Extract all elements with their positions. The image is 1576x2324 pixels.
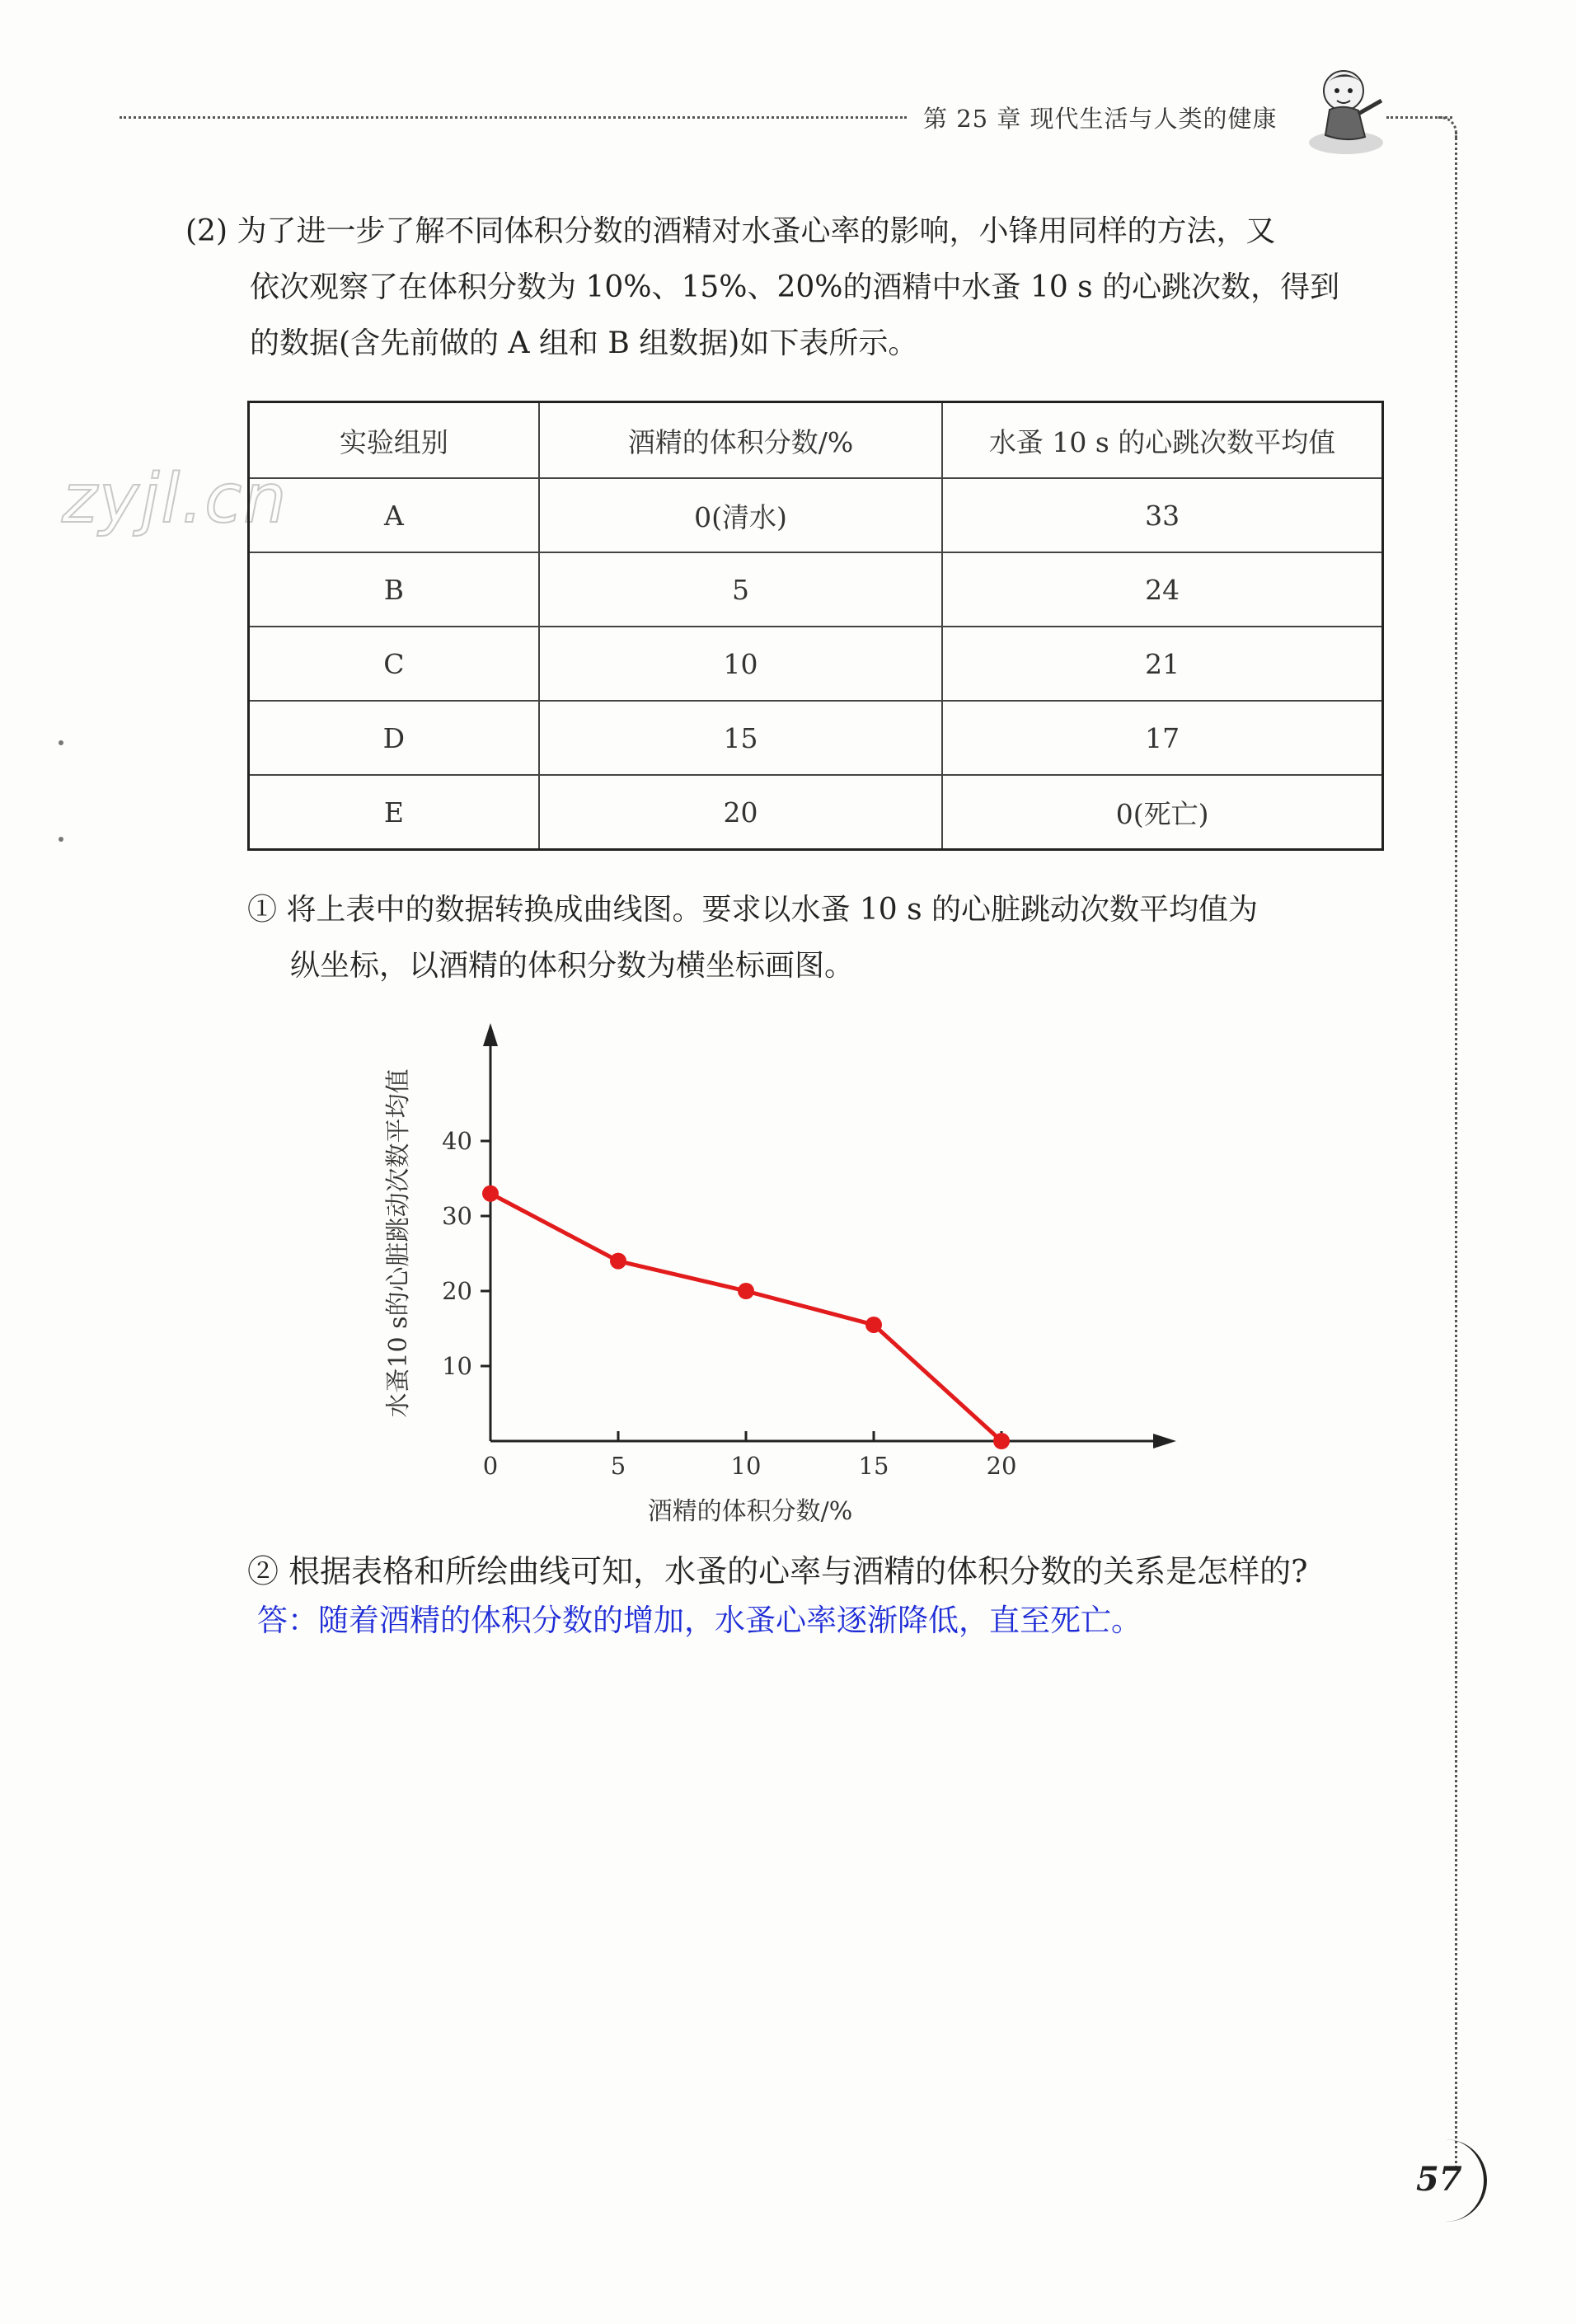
x-axis-arrow	[1153, 1434, 1176, 1448]
table-cell: 5	[539, 552, 942, 627]
chart-ticks	[442, 1127, 1016, 1480]
task2-question: ② 根据表格和所绘曲线可知，水蚤的心率与酒精的体积分数的关系是怎样的?	[247, 1553, 1308, 1589]
chapter-title: 第 25 章 现代生活与人类的健康	[923, 105, 1278, 133]
question-line: (2) 为了进一步了解不同体积分数的酒精对水蚤心率的影响，小锋用同样的方法，又	[185, 214, 1276, 248]
task1-paragraph	[247, 882, 1401, 994]
chart-series	[482, 1185, 1010, 1449]
y-tick-label: 10	[442, 1352, 472, 1380]
table-cell: A	[249, 478, 539, 552]
data-point	[610, 1253, 626, 1270]
question-line: 的数据(含先前做的 A 组和 B 组数据)如下表所示。	[250, 326, 918, 360]
x-tick-label: 0	[482, 1452, 499, 1480]
table-row	[249, 701, 1383, 775]
table-cell: D	[249, 701, 539, 775]
page-number: 57	[1416, 2160, 1462, 2199]
x-axis-label: 酒精的体积分数/%	[647, 1497, 853, 1526]
data-table	[247, 401, 1384, 851]
table-row	[249, 775, 1383, 850]
side-rule	[1455, 132, 1457, 2168]
table-cell: 33	[942, 478, 1382, 552]
table-cell: 21	[942, 627, 1382, 701]
y-tick-label: 20	[442, 1277, 472, 1305]
series-line	[490, 1194, 1001, 1441]
x-tick-label: 5	[610, 1452, 626, 1480]
table-cell: 0(清水)	[539, 478, 942, 552]
y-tick-label: 30	[442, 1202, 472, 1230]
data-point	[993, 1433, 1010, 1449]
data-point	[482, 1185, 499, 1202]
mascot-icon	[1301, 64, 1391, 159]
table-header: 酒精的体积分数/%	[539, 402, 942, 479]
table-cell: E	[249, 775, 539, 850]
table-header-row	[249, 402, 1383, 479]
line-chart	[334, 996, 1224, 1540]
x-tick-label: 10	[730, 1452, 762, 1480]
table-cell: B	[249, 552, 539, 627]
header-rule	[120, 116, 907, 119]
table-header: 水蚤 10 s 的心跳次数平均值	[942, 402, 1382, 479]
x-tick-label: 20	[986, 1452, 1017, 1480]
question-paragraph	[185, 204, 1397, 372]
table-cell: 24	[942, 552, 1382, 627]
data-point	[865, 1317, 882, 1333]
y-tick-label: 40	[442, 1127, 472, 1155]
question-line: 依次观察了在体积分数为 10%、15%、20%的酒精中水蚤 10 s 的心跳次数，得到	[250, 270, 1340, 304]
table-cell: 0(死亡)	[942, 775, 1382, 850]
task1-line: ① 将上表中的数据转换成曲线图。要求以水蚤 10 s 的心脏跳动次数平均值为	[247, 893, 1259, 927]
table-cell: C	[249, 627, 539, 701]
task1-line: 纵坐标，以酒精的体积分数为横坐标画图。	[290, 949, 855, 983]
y-axis-arrow	[483, 1023, 498, 1046]
chart-axes	[483, 1023, 1176, 1448]
data-point	[738, 1283, 754, 1299]
y-axis-label: 水蚤10 s的心脏跳动次数平均值	[384, 1068, 413, 1418]
x-tick-label: 15	[858, 1452, 889, 1480]
watermark: zyjl.cn	[62, 460, 288, 538]
answer-text: 答：随着酒精的体积分数的增加，水蚤心率逐渐降低，直至死亡。	[257, 1603, 1142, 1638]
table-header: 实验组别	[249, 402, 539, 479]
table-row	[249, 552, 1383, 627]
margin-dot	[59, 740, 63, 745]
table-cell: 20	[539, 775, 942, 850]
table-cell: 17	[942, 701, 1382, 775]
table-cell: 10	[539, 627, 942, 701]
table-row	[249, 627, 1383, 701]
table-cell: 15	[539, 701, 942, 775]
table-row	[249, 478, 1383, 552]
margin-dot	[59, 837, 63, 842]
